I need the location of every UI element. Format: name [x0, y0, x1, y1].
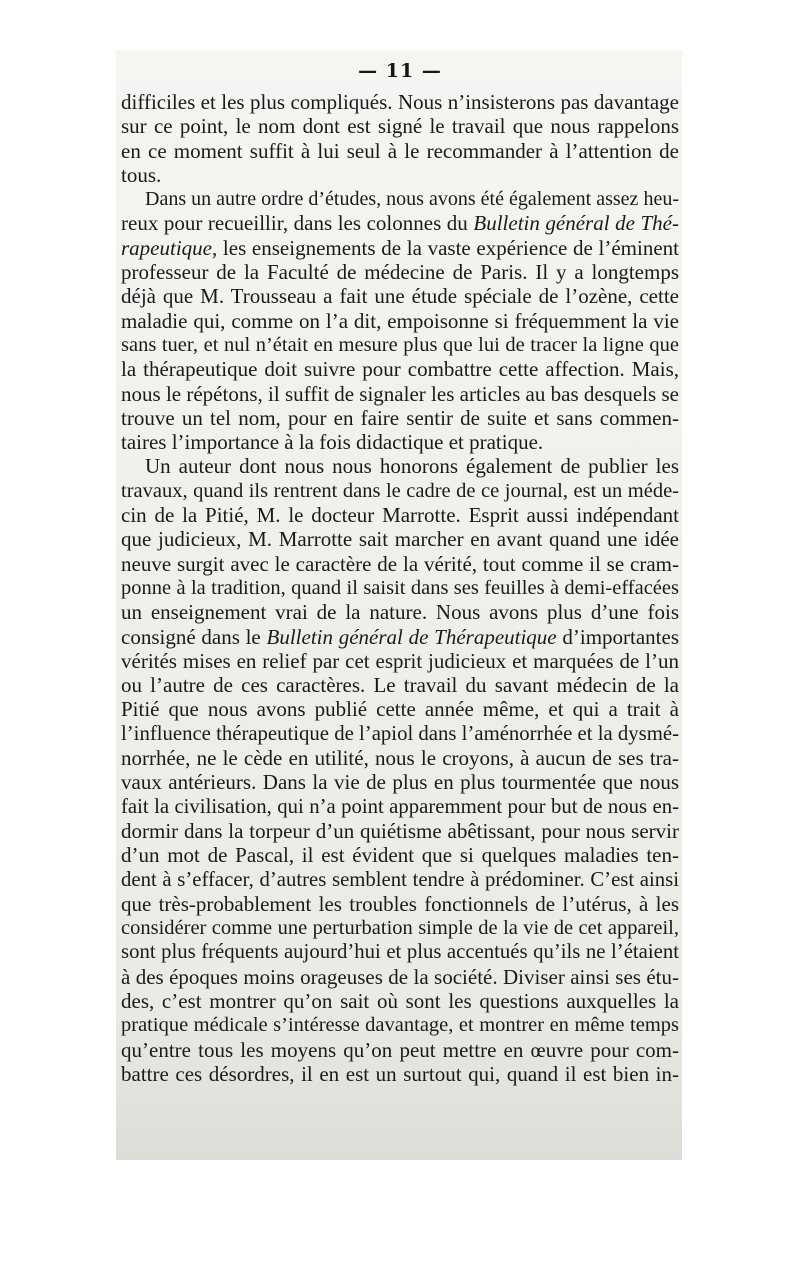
text-line: pratique médicale s’intéresse davantage, et montrer en même temps — [121, 1014, 679, 1037]
text-line: d’un mot de Pascal, il est évident que si quelques maladies ten- — [121, 843, 679, 868]
text-line: déjà que M. Trousseau a fait une étude spéciale de l’ozène, cette — [121, 284, 679, 309]
text-line: vérités mises en relief par cet esprit judicieux et marquées de l’un — [121, 648, 679, 673]
text-line: neuve surgit avec le caractère de la vérité, tout comme il se cram- — [121, 551, 679, 576]
text-line: trouve un tel nom, pour en faire sentir de suite et sans commen- — [121, 405, 679, 430]
text-line: qu’entre tous les moyens qu’on peut mettre en œuvre pour com- — [121, 1037, 679, 1062]
text-line: en ce moment suffit à lui seul à le recommander à l’attention de — [121, 138, 679, 163]
text-line: que judicieux, M. Marrotte sait marcher en avant quand une idée — [121, 527, 679, 552]
text-line: professeur de la Faculté de médecine de Paris. Il y a longtemps — [121, 260, 679, 285]
text-line: un enseignement vrai de la nature. Nous avons plus d’une fois — [121, 600, 679, 625]
text-line: maladie qui, comme on l’a dit, empoisonne si fréquemment la vie — [121, 308, 679, 333]
text-line: sur ce point, le nom dont est signé le travail que nous rappelons — [121, 114, 679, 139]
text-line: des, c’est montrer qu’on sait où sont les questions auxquelles la — [121, 988, 679, 1013]
text-line: sans tuer, et nul n’était en mesure plus que lui de tracer la ligne que — [121, 333, 679, 356]
text-run: consigné dans le — [121, 624, 267, 649]
text-line: battre ces désordres, il en est un surtout qui, quand il est bien in- — [121, 1061, 679, 1086]
text-line: ponne à la tradition, quand il saisit dans ses feuilles à demi-effacées — [121, 576, 679, 599]
text-line: dent à s’effacer, d’autres semblent tendre à prédominer. C’est ainsi — [121, 868, 679, 891]
text-line: dormir dans la torpeur d’un quiétisme abêtissant, pour nous servir — [121, 818, 679, 843]
text-line — [121, 211, 679, 235]
text-line: à des époques moins orageuses de la société. Diviser ainsi ses étu- — [121, 964, 679, 989]
text-line: Un auteur dont nous nous honorons également de publier les — [145, 454, 679, 479]
text-line — [121, 236, 679, 260]
text-line: la thérapeutique doit suivre pour combattre cette affection. Mais, — [121, 357, 679, 382]
text-line: cin de la Pitié, M. le docteur Marrotte. Esprit aussi indépendant — [121, 503, 679, 528]
text-line: sont plus fréquents aujourd’hui et plus accentués qu’ils ne l’étaient — [121, 941, 679, 964]
text-line: taires l’importance à la fois didactique et pratique. — [121, 430, 544, 455]
text-line: norrhée, ne le cède en utilité, nous le croyons, à aucun de ses tra- — [121, 746, 679, 771]
text-run: reux pour recueillir, dans les colonnes du — [121, 211, 474, 236]
body-text — [121, 90, 679, 1086]
text-line: fait la civilisation, qui n’a point apparemment pour but de nous en- — [121, 795, 679, 818]
text-line: vaux antérieurs. Dans la vie de plus en plus tourmentée que nous — [121, 770, 679, 795]
journal-title: rapeutique — [121, 235, 212, 260]
text-run: d’importantes — [556, 624, 680, 649]
text-line: ou l’autre de ces caractères. Le travail du savant médecin de la — [121, 673, 679, 698]
text-line: Dans un autre ordre d’études, nous avons été également assez heu- — [145, 188, 679, 211]
text-line: l’influence thérapeutique de l’apiol dans l’aménorrhée et la dysmé- — [121, 722, 679, 745]
text-line: considérer comme une perturbation simple de la vie de cet appareil, — [121, 917, 679, 940]
text-line: Pitié que nous avons publié cette année même, et qui a trait à — [121, 697, 679, 722]
journal-title: Bulletin général de Thérapeutique — [266, 624, 557, 649]
text-line: que très-probablement les troubles fonctionnels de l’utérus, à les — [121, 891, 679, 916]
journal-title: Bulletin général de Thé- — [473, 211, 679, 236]
text-line: tous. — [121, 162, 162, 187]
text-line: difficiles et les plus compliqués. Nous n’insisterons pas davantage — [121, 90, 679, 114]
text-line: travaux, quand ils rentrent dans le cadre de ce journal, est un méde- — [121, 479, 679, 502]
page-number: — 11 — — [358, 60, 442, 82]
text-line — [121, 625, 679, 649]
text-run: , les enseignements de la vaste expérience de l’éminent — [211, 235, 679, 260]
text-line: nous le répétons, il suffit de signaler les articles au bas desquels se — [121, 381, 679, 406]
